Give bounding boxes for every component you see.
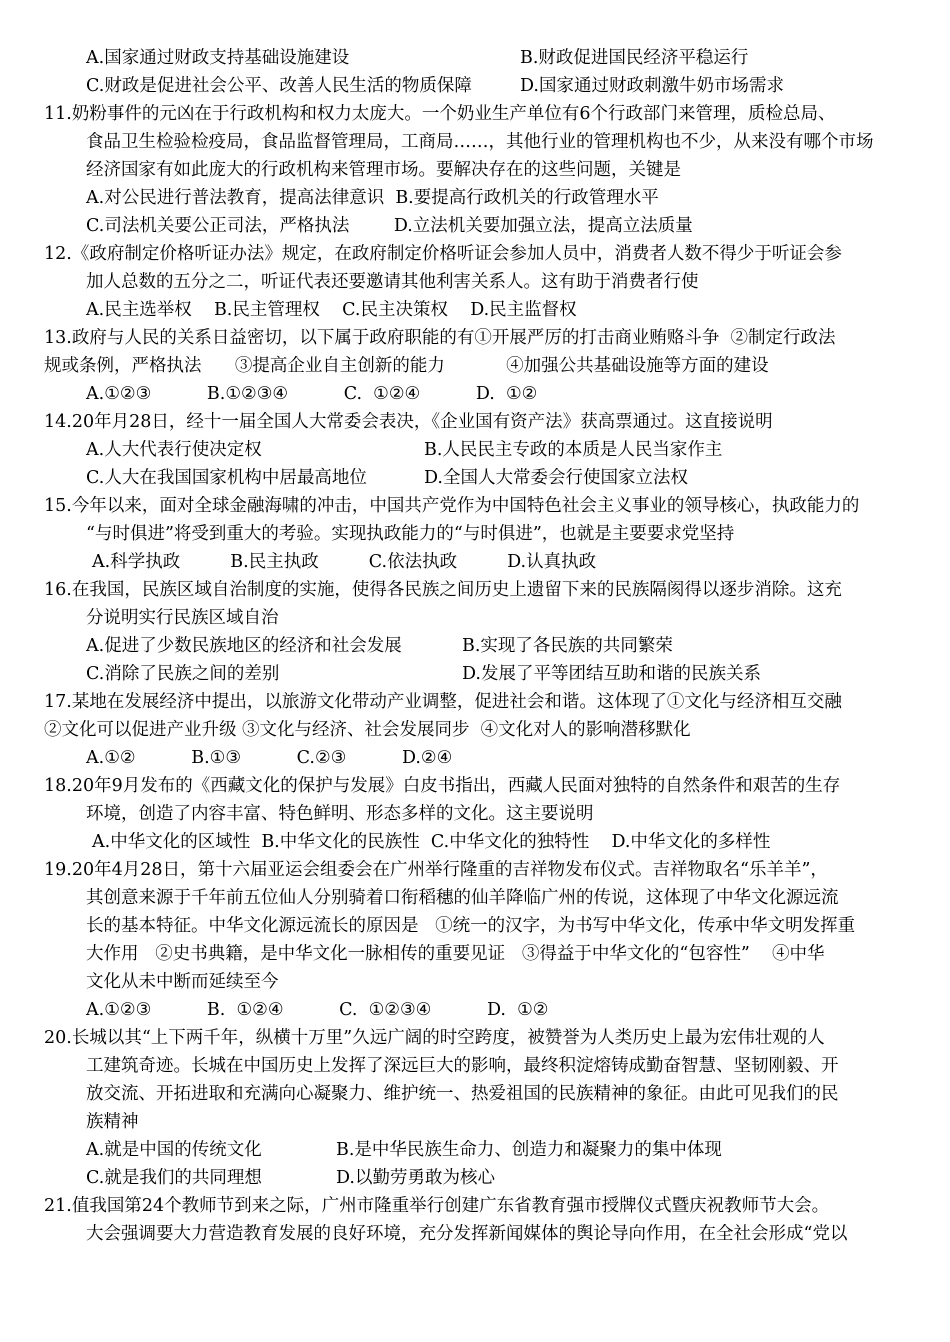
text-line: A.①② B.①③ C.②③ D.②④ (86, 748, 453, 768)
text-line: B.人民民主专政的本质是人民当家作主 (424, 440, 723, 460)
text-line: 12.《政府制定价格听证办法》规定，在政府制定价格听证会参加人员中，消费者人数不得少于听证会参 (44, 244, 842, 264)
text-line: 20.长城以其“上下两千年，纵横十万里”久远广阔的时空跨度，被赞誉为人类历史上最为宏伟壮观的人 (44, 1028, 825, 1048)
text-line: A.促进了少数民族地区的经济和社会发展 (86, 636, 402, 656)
text-line: 工建筑奇迹。长城在中国历史上发挥了深远巨大的影响，最终积淀熔铸成勤奋智慧、坚韧刚毅、开 (86, 1056, 839, 1076)
text-line: 15.今年以来，面对全球金融海啸的冲击，中国共产党作为中国特色社会主义事业的领导核心，执政能力的 (44, 496, 860, 516)
text-line: 族精神 (86, 1112, 139, 1132)
text-line: 大会强调要大力营造教育发展的良好环境，充分发挥新闻媒体的舆论导向作用，在全社会形成“党以 (86, 1224, 848, 1244)
text-line: 文化从未中断而延续至今 (86, 972, 279, 992)
text-line: 其创意来源于千年前五位仙人分别骑着口衔稻穗的仙羊降临广州的传说，这体现了中华文化源远流 (86, 888, 839, 908)
text-line: A.国家通过财政支持基础设施建设 (86, 48, 350, 68)
text-line: B.是中华民族生命力、创造力和凝聚力的集中体现 (336, 1140, 722, 1160)
text-line: 大作用 ②史书典籍，是中华文化一脉相传的重要见证 ③得益于中华文化的“包容性” ④中华 (86, 944, 825, 964)
text-line: A.①②③ B.①②③④ C. ①②④ D. ①② (86, 384, 538, 404)
text-line: 规或条例，严格执法 ③提高企业自主创新的能力 ④加强公共基础设施等方面的建设 (44, 356, 769, 376)
text-line: 19.20年4月28日，第十六届亚运会组委会在广州举行隆重的吉祥物发布仪式。吉祥物取名“乐羊羊”， (44, 860, 828, 880)
text-line: A.中华文化的区域性 B.中华文化的民族性 C.中华文化的独特性 D.中华文化的多样性 (92, 832, 771, 852)
text-line: 放交流、开拓进取和充满向心凝聚力、维护统一、热爱祖国的民族精神的象征。由此可见我们的民 (86, 1084, 839, 1104)
text-line: B.实现了各民族的共同繁荣 (462, 636, 673, 656)
text-line: A.就是中国的传统文化 (86, 1140, 262, 1160)
text-line: ②文化可以促进产业升级 ③文化与经济、社会发展同步 ④文化对人的影响潜移默化 (44, 720, 691, 740)
text-line: B.财政促进国民经济平稳运行 (520, 48, 749, 68)
text-line: A.对公民进行普法教育，提高法律意识 B.要提高行政机关的行政管理水平 (86, 188, 659, 208)
text-line: C.就是我们的共同理想 (86, 1168, 262, 1188)
text-line: C.人大在我国国家机构中居最高地位 (86, 468, 367, 488)
text-line: C.司法机关要公正司法，严格执法 D.立法机关要加强立法，提高立法质量 (86, 216, 693, 236)
text-line: D.全国人大常委会行使国家立法权 (424, 468, 688, 488)
text-line: C.财政是促进社会公平、改善人民生活的物质保障 (86, 76, 472, 96)
text-line: 18.20年9月发布的《西藏文化的保护与发展》白皮书指出，西藏人民面对独特的自然条件和艰苦的生存 (44, 776, 841, 796)
text-line: A.民主选举权 B.民主管理权 C.民主决策权 D.民主监督权 (86, 300, 577, 320)
text-line: D.国家通过财政刺激牛奶市场需求 (520, 76, 784, 96)
text-line: C.消除了民族之间的差别 (86, 664, 280, 684)
text-line: 环境，创造了内容丰富、特色鲜明、形态多样的文化。这主要说明 (86, 804, 594, 824)
text-line: 加人总数的五分之二，听证代表还要邀请其他利害关系人。这有助于消费者行使 (86, 272, 699, 292)
text-line: D.发展了平等团结互助和谐的民族关系 (462, 664, 761, 684)
text-line: 16.在我国，民族区域自治制度的实施，使得各民族之间历史上遗留下来的民族隔阂得以逐步消除。这充 (44, 580, 842, 600)
text-line: 食品卫生检验检疫局，食品监督管理局，工商局……，其他行业的管理机构也不少，从来没有哪个市场 (86, 132, 874, 152)
text-line: 11.奶粉事件的元凶在于行政机构和权力太庞大。一个奶业生产单位有6个行政部门来管理，质检总局、 (44, 104, 836, 124)
text-line: 分说明实行民族区域自治 (86, 608, 279, 628)
text-line: 经济国家有如此庞大的行政机构来管理市场。要解决存在的这些问题，关键是 (86, 160, 681, 180)
text-line: A.科学执政 B.民主执政 C.依法执政 D.认真执政 (92, 552, 597, 572)
text-line: D.以勤劳勇敢为核心 (336, 1168, 495, 1188)
text-line: 17.某地在发展经济中提出，以旅游文化带动产业调整，促进社会和谐。这体现了①文化与经济相互交融 (44, 692, 842, 712)
text-line: 13.政府与人民的关系日益密切，以下属于政府职能的有①开展严厉的打击商业贿赂斗争 ②制定行政法 (44, 328, 836, 348)
text-line: 21.值我国第24个教师节到来之际，广州市隆重举行创建广东省教育强市授牌仪式暨庆祝教师节大会。 (44, 1196, 830, 1216)
text-line: A.①②③ B. ①②④ C. ①②③④ D. ①② (86, 1000, 549, 1020)
text-line: A.人大代表行使决定权 (86, 440, 262, 460)
text-line: 14.20年月28日，经十一届全国人大常委会表决，《企业国有资产法》获高票通过。这直接说明 (44, 412, 773, 432)
text-line: 长的基本特征。中华文化源远流长的原因是 ①统一的汉字，为书写中华文化，传承中华文明发挥重 (86, 916, 856, 936)
text-line: “与时俱进”将受到重大的考验。实现执政能力的“与时俱进”，也就是主要要求党坚持 (86, 524, 735, 544)
